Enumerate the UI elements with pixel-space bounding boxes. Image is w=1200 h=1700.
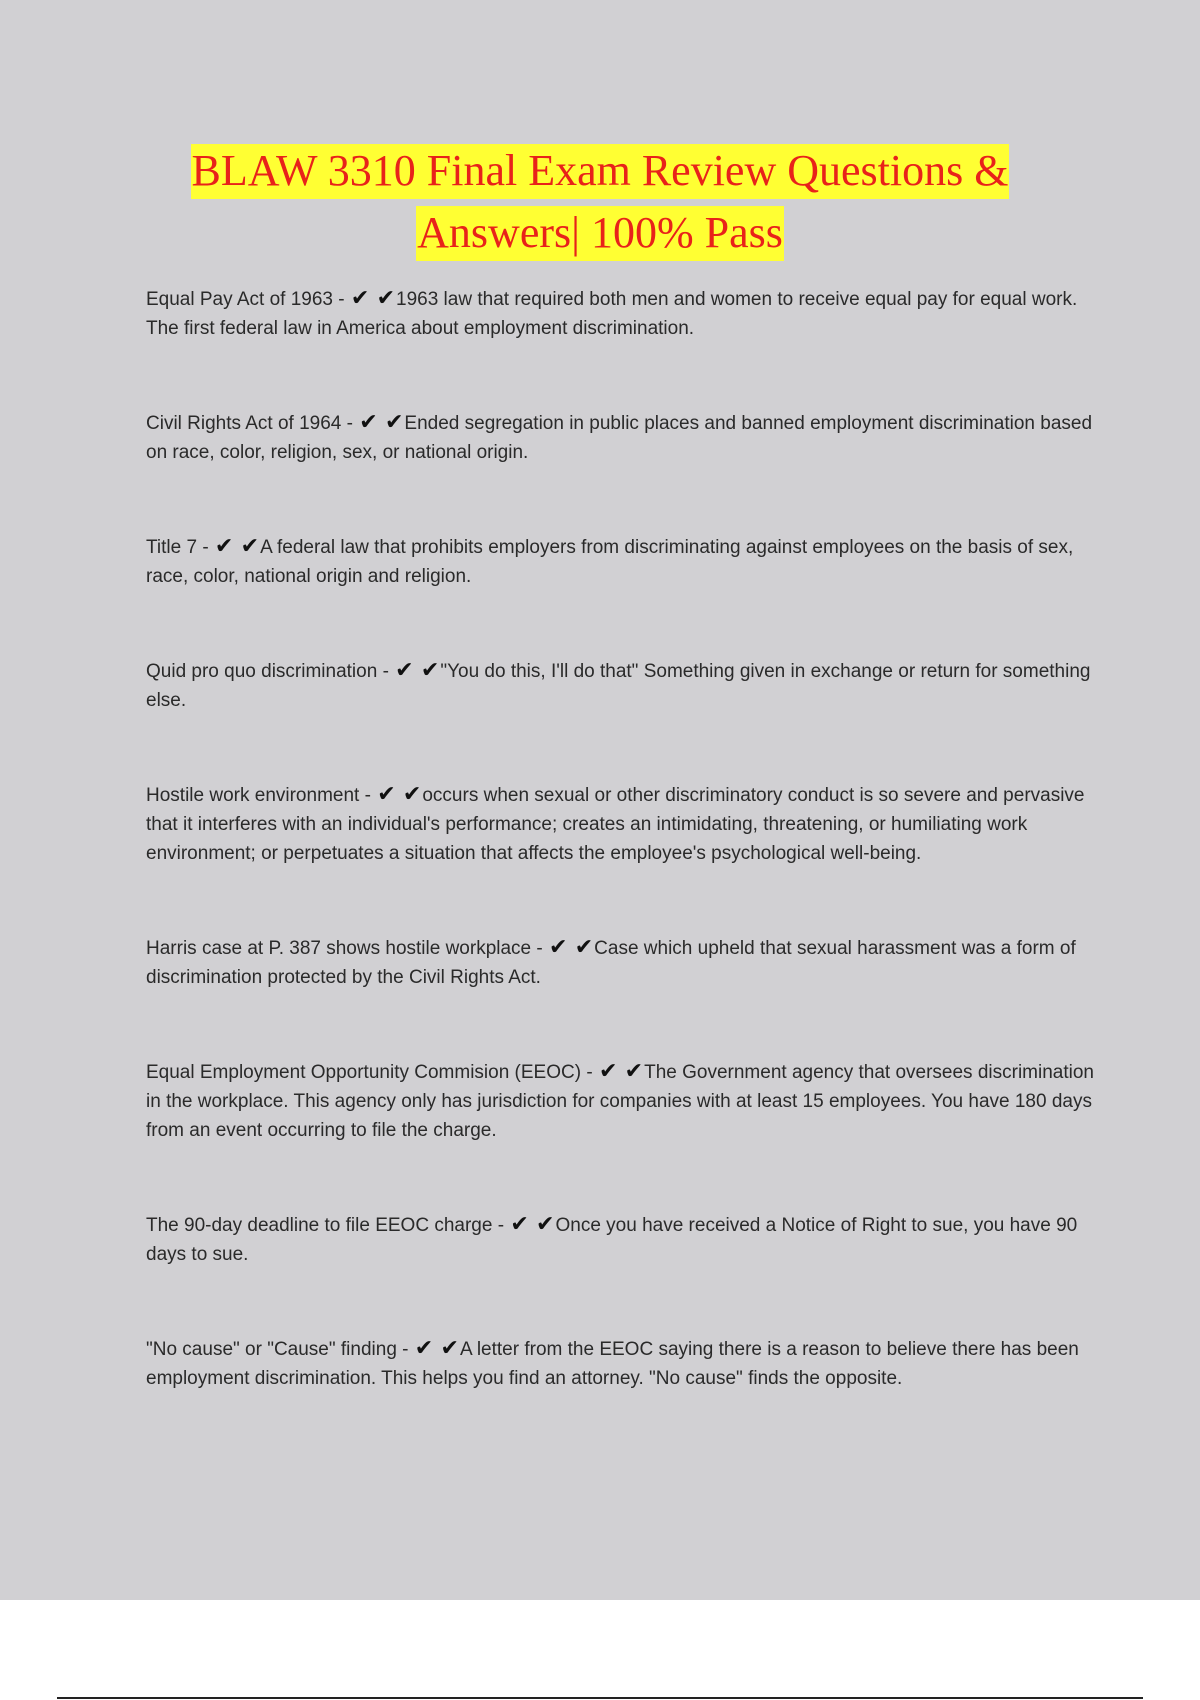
- qa-entry: [146, 933, 1096, 992]
- checkmark-icon: ✔: [214, 534, 234, 559]
- checkmark-icon: ✔: [536, 1212, 555, 1237]
- entry-term: Hostile work environment -: [146, 785, 371, 806]
- qa-entry: [146, 408, 1096, 467]
- checkmark-icon: ✔: [377, 782, 396, 807]
- entry-term: Equal Employment Opportunity Commision (EEOC) -: [146, 1062, 593, 1083]
- checkmark-icon: ✔: [240, 534, 260, 559]
- footer-divider: [57, 1697, 1143, 1699]
- entry-term: Harris case at P. 387 shows hostile workplace -: [146, 938, 543, 959]
- qa-list: [146, 284, 1096, 1458]
- qa-entry: [146, 656, 1096, 715]
- entry-term: The 90-day deadline to file EEOC charge -: [146, 1215, 505, 1236]
- entry-definition: 1963 law that required both men and women to receive equal pay for equal work. The first federal law in America about employment discrimination.: [146, 289, 1078, 339]
- entry-definition: A federal law that prohibits employers from discriminating against employees on the basis of sex, race, color, national origin and religion.: [146, 537, 1074, 587]
- entry-definition: Ended segregation in public places and banned employment discrimination based on race, color, religion, sex, or national origin.: [146, 413, 1093, 463]
- qa-entry: [146, 780, 1096, 868]
- checkmark-icon: ✔: [624, 1059, 644, 1084]
- qa-entry: [146, 1334, 1096, 1393]
- checkmark-icon: ✔: [420, 658, 440, 683]
- qa-entry: [146, 532, 1096, 591]
- checkmark-icon: ✔: [510, 1212, 529, 1237]
- checkmark-icon: ✔: [549, 935, 568, 960]
- entry-definition: A letter from the EEOC saying there is a reason to believe there has been employment discrimination. This helps you find an attorney. "No cause" finds the opposite.: [146, 1339, 1079, 1389]
- checkmark-icon: ✔: [574, 935, 594, 960]
- entry-term: Title 7 -: [146, 537, 209, 558]
- checkmark-icon: ✔: [440, 1336, 459, 1361]
- checkmark-icon: ✔: [395, 658, 414, 683]
- entry-definition: occurs when sexual or other discriminatory conduct is so severe and pervasive that it interferes with an individual's performance; creates an intimidating, threatening, or humiliating work environment; or perpetuates a situation that affects the employee's psychological well-being.: [146, 785, 1085, 864]
- entry-term: Quid pro quo discrimination -: [146, 661, 389, 682]
- qa-entry: [146, 1057, 1096, 1145]
- checkmark-icon: ✔: [359, 410, 378, 435]
- entry-definition: Case which upheld that sexual harassment was a form of discrimination protected by the Civil Rights Act.: [146, 938, 1076, 988]
- entry-term: Civil Rights Act of 1964 -: [146, 413, 353, 434]
- checkmark-icon: ✔: [414, 1336, 434, 1361]
- entry-definition: The Government agency that oversees discrimination in the workplace. This agency only has jurisdiction for companies with at least 15 employees. You have 180 days from an event occurring to file the charge.: [146, 1062, 1094, 1141]
- checkmark-icon: ✔: [402, 782, 422, 807]
- checkmark-icon: ✔: [384, 410, 404, 435]
- entry-definition: Once you have received a Notice of Right to sue, you have 90 days to sue.: [146, 1215, 1078, 1265]
- qa-entry: [146, 1210, 1096, 1269]
- checkmark-icon: ✔: [376, 286, 396, 311]
- checkmark-icon: ✔: [598, 1059, 618, 1084]
- checkmark-icon: ✔: [350, 286, 370, 311]
- entry-term: "No cause" or "Cause" finding -: [146, 1339, 409, 1360]
- qa-entry: [146, 284, 1096, 343]
- title-line-1: BLAW 3310 Final Exam Review Questions &: [191, 144, 1010, 199]
- title-line-2: Answers| 100% Pass: [416, 206, 784, 261]
- entry-term: Equal Pay Act of 1963 -: [146, 289, 345, 310]
- document-title: [0, 140, 1200, 264]
- entry-definition: "You do this, I'll do that" Something given in exchange or return for something else.: [146, 661, 1091, 711]
